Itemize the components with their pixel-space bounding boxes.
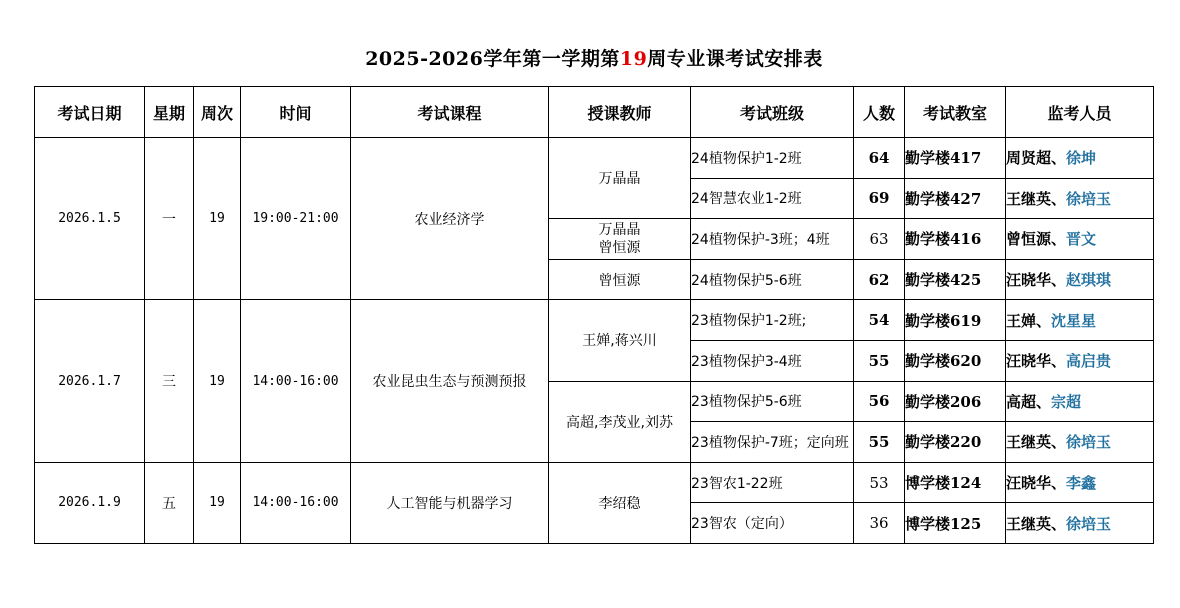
exam-room: 博学楼125 bbox=[905, 503, 1006, 544]
exam-class: 24智慧农业1-2班 bbox=[691, 178, 854, 219]
proctor-secondary: 赵琪琪 bbox=[1066, 271, 1112, 290]
proctor-primary: 汪晓华、 bbox=[1006, 474, 1067, 493]
exam-room: 勤学楼206 bbox=[905, 381, 1006, 422]
exam-schedule-table bbox=[34, 86, 1154, 544]
exam-class: 23植物保护1-2班; bbox=[691, 300, 854, 341]
exam-time: 14:00-16:00 bbox=[241, 300, 351, 462]
exam-class: 23植物保护-7班；定向班 bbox=[691, 422, 854, 463]
proctor-primary: 王继英、 bbox=[1006, 514, 1067, 533]
teacher: 李绍稳 bbox=[549, 462, 691, 543]
exam-room: 勤学楼427 bbox=[905, 178, 1006, 219]
student-count: 53 bbox=[854, 462, 905, 503]
proctors bbox=[1006, 300, 1154, 341]
header-teacher: 授课教师 bbox=[549, 87, 691, 138]
exam-room: 勤学楼620 bbox=[905, 340, 1006, 381]
exam-date: 2026.1.9 bbox=[35, 462, 145, 543]
student-count: 55 bbox=[854, 422, 905, 463]
teacher: 曾恒源 bbox=[549, 259, 691, 300]
student-count: 64 bbox=[854, 138, 905, 179]
header-row bbox=[35, 87, 1154, 138]
proctor-primary: 高超、 bbox=[1006, 392, 1052, 411]
title-prefix: 2025-2026学年第一学期第 bbox=[365, 48, 620, 70]
proctor-secondary: 高启贵 bbox=[1066, 352, 1112, 371]
exam-class: 23智农1-22班 bbox=[691, 462, 854, 503]
proctors bbox=[1006, 340, 1154, 381]
course-name: 人工智能与机器学习 bbox=[351, 462, 549, 543]
page-title bbox=[0, 44, 1180, 71]
title-suffix: 周专业课考试安排表 bbox=[647, 48, 823, 70]
proctors bbox=[1006, 422, 1154, 463]
header-week-no: 周次 bbox=[194, 87, 241, 138]
exam-date: 2026.1.5 bbox=[35, 138, 145, 300]
weekday: 一 bbox=[145, 138, 194, 300]
course-name: 农业昆虫生态与预测预报 bbox=[351, 300, 549, 462]
teacher: 万晶晶 bbox=[549, 138, 691, 219]
proctors bbox=[1006, 178, 1154, 219]
student-count: 36 bbox=[854, 503, 905, 544]
header-time: 时间 bbox=[241, 87, 351, 138]
proctors bbox=[1006, 259, 1154, 300]
exam-date: 2026.1.7 bbox=[35, 300, 145, 462]
weekday: 五 bbox=[145, 462, 194, 543]
exam-room: 勤学楼220 bbox=[905, 422, 1006, 463]
proctor-secondary: 徐培玉 bbox=[1066, 433, 1112, 452]
proctor-primary: 周贤超、 bbox=[1006, 149, 1067, 168]
exam-room: 博学楼124 bbox=[905, 462, 1006, 503]
proctors bbox=[1006, 381, 1154, 422]
exam-class: 23植物保护5-6班 bbox=[691, 381, 854, 422]
teacher-name: 万晶晶 bbox=[598, 221, 641, 238]
teacher: 高超,李茂业,刘苏 bbox=[549, 381, 691, 462]
proctor-primary: 王婵、 bbox=[1006, 311, 1052, 330]
proctor-primary: 王继英、 bbox=[1006, 189, 1067, 208]
student-count: 54 bbox=[854, 300, 905, 341]
student-count: 56 bbox=[854, 381, 905, 422]
weekday: 三 bbox=[145, 300, 194, 462]
week-number: 19 bbox=[194, 462, 241, 543]
exam-room: 勤学楼619 bbox=[905, 300, 1006, 341]
exam-class: 24植物保护5-6班 bbox=[691, 259, 854, 300]
exam-time: 14:00-16:00 bbox=[241, 462, 351, 543]
exam-class: 23智农（定向） bbox=[691, 503, 854, 544]
proctor-secondary: 沈星星 bbox=[1051, 311, 1097, 330]
week-number: 19 bbox=[194, 300, 241, 462]
header-room: 考试教室 bbox=[905, 87, 1006, 138]
proctor-secondary: 徐培玉 bbox=[1066, 189, 1112, 208]
teacher bbox=[549, 219, 691, 260]
proctor-primary: 曾恒源、 bbox=[1006, 230, 1067, 249]
exam-class: 24植物保护1-2班 bbox=[691, 138, 854, 179]
proctor-primary: 王继英、 bbox=[1006, 433, 1067, 452]
exam-class: 24植物保护-3班；4班 bbox=[691, 219, 854, 260]
exam-class: 23植物保护3-4班 bbox=[691, 340, 854, 381]
exam-room: 勤学楼425 bbox=[905, 259, 1006, 300]
student-count: 63 bbox=[854, 219, 905, 260]
table-row bbox=[35, 300, 1154, 341]
header-class: 考试班级 bbox=[691, 87, 854, 138]
header-proctor: 监考人员 bbox=[1006, 87, 1154, 138]
header-course: 考试课程 bbox=[351, 87, 549, 138]
student-count: 55 bbox=[854, 340, 905, 381]
table-row bbox=[35, 462, 1154, 503]
header-weekday: 星期 bbox=[145, 87, 194, 138]
proctors bbox=[1006, 138, 1154, 179]
proctor-secondary: 徐坤 bbox=[1066, 149, 1097, 168]
student-count: 69 bbox=[854, 178, 905, 219]
exam-room: 勤学楼416 bbox=[905, 219, 1006, 260]
exam-room: 勤学楼417 bbox=[905, 138, 1006, 179]
proctor-primary: 汪晓华、 bbox=[1006, 271, 1067, 290]
proctor-secondary: 晋文 bbox=[1066, 230, 1097, 249]
proctors bbox=[1006, 219, 1154, 260]
teacher-name: 曾恒源 bbox=[598, 239, 641, 256]
header-count: 人数 bbox=[854, 87, 905, 138]
week-number: 19 bbox=[194, 138, 241, 300]
course-name: 农业经济学 bbox=[351, 138, 549, 300]
proctors bbox=[1006, 503, 1154, 544]
exam-time: 19:00-21:00 bbox=[241, 138, 351, 300]
header-date: 考试日期 bbox=[35, 87, 145, 138]
proctor-secondary: 李鑫 bbox=[1066, 474, 1097, 493]
proctor-primary: 汪晓华、 bbox=[1006, 352, 1067, 371]
proctor-secondary: 宗超 bbox=[1051, 392, 1082, 411]
title-week-number: 19 bbox=[619, 48, 648, 70]
teacher: 王婵,蒋兴川 bbox=[549, 300, 691, 381]
proctors bbox=[1006, 462, 1154, 503]
student-count: 62 bbox=[854, 259, 905, 300]
table-row bbox=[35, 138, 1154, 179]
proctor-secondary: 徐培玉 bbox=[1066, 514, 1112, 533]
